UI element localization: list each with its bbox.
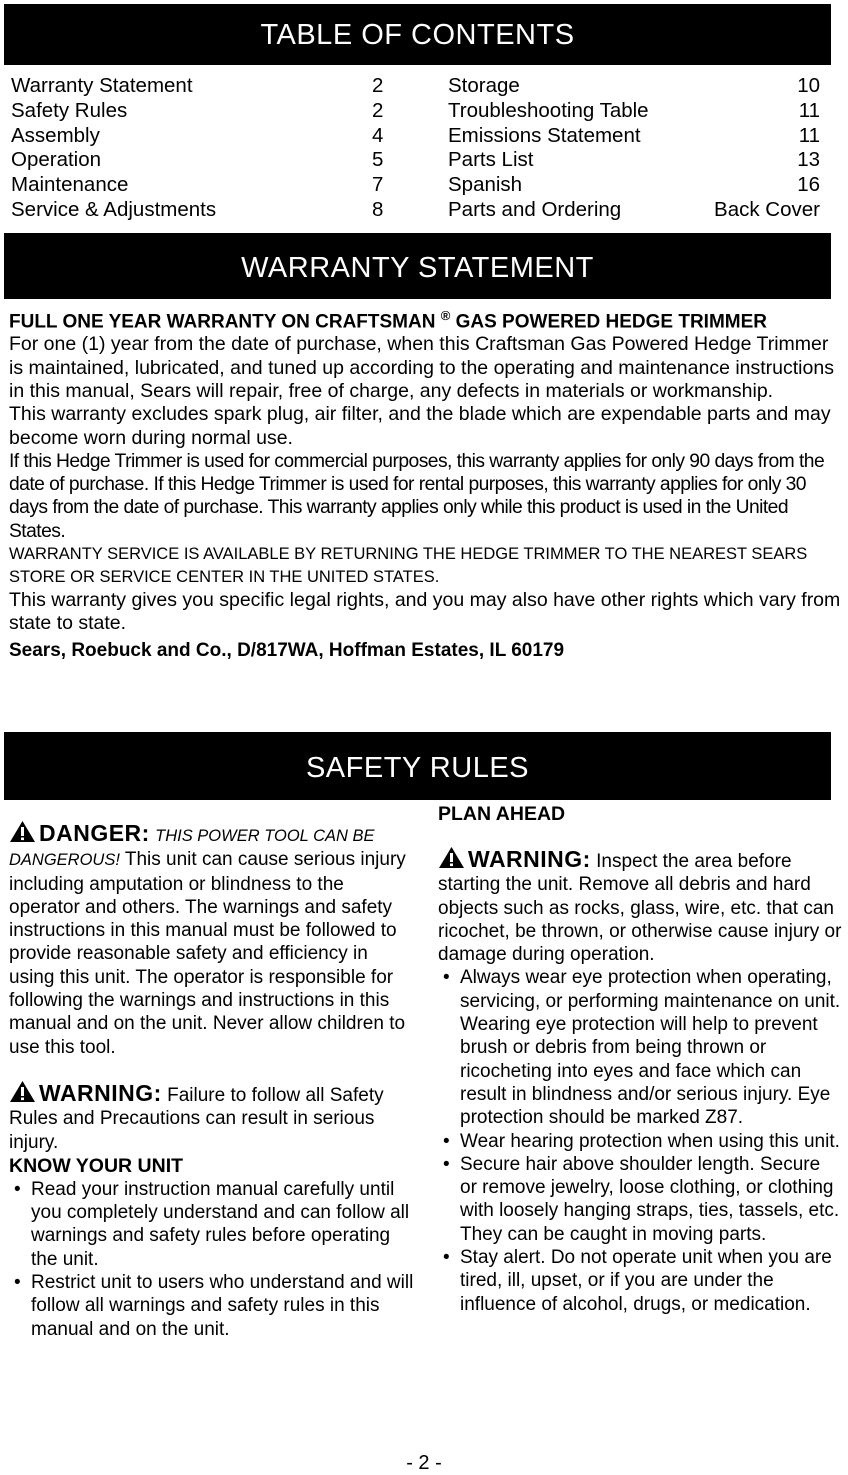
toc-entry-label: Troubleshooting Table	[448, 98, 649, 122]
toc-entry	[11, 173, 391, 198]
warning-notice-general	[9, 1080, 417, 1154]
warranty-paragraph-coverage: For one (1) year from the date of purchase, when this Craftsman Gas Powered Hedge Trimmer is maintained, lubricated, and tuned up according to the operating and maintenance instructions in this manual, Sears will repair, free of charge, any defects in materials or workmanship.	[9, 333, 834, 402]
list-item: • Secure hair above shoulder length. Secure or remove jewelry, loose clothing, or clothing with loosely hanging straps, ties, tassels, etc. They can be caught in moving parts.	[438, 1153, 842, 1246]
sears-address: Sears, Roebuck and Co., D/817WA, Hoffman Estates, IL 60179	[9, 639, 565, 661]
danger-label: DANGER:	[39, 820, 150, 846]
registered-mark: ®	[440, 308, 451, 323]
toc-entry-label: Parts and Ordering	[448, 197, 622, 221]
warranty-section	[9, 305, 847, 663]
know-your-unit-list	[9, 1178, 417, 1341]
safety-banner: SAFETY RULES	[4, 732, 831, 800]
warranty-paragraph-exclusions: This warranty excludes spark plug, air filter, and the blade which are expendable parts and may become worn during normal use.	[9, 403, 831, 449]
toc-entry	[448, 148, 822, 173]
toc-entry-label: Parts List	[448, 148, 534, 172]
toc-entry-label: Maintenance	[11, 173, 129, 197]
toc-entry-label: Spanish	[448, 173, 523, 197]
danger-notice	[9, 820, 417, 1059]
toc-entry-label: Safety Rules	[11, 98, 128, 122]
toc-entry	[448, 99, 822, 124]
page-number: - 2 -	[406, 1452, 442, 1474]
warning-notice-inspect	[438, 846, 842, 966]
toc-right-column	[448, 74, 822, 223]
warranty-heading-part1: FULL ONE YEAR WARRANTY ON CRAFTSMAN	[9, 311, 436, 333]
warranty-banner: WARRANTY STATEMENT	[4, 233, 831, 299]
toc-entry-page: 2	[372, 98, 384, 122]
safety-right-column	[438, 802, 842, 1316]
toc-entry	[11, 99, 391, 124]
toc-entry-label: Assembly	[11, 123, 100, 147]
plan-ahead-heading: PLAN AHEAD	[438, 803, 566, 825]
toc-entry-page: 11	[798, 98, 820, 122]
safety-left-column	[9, 820, 417, 1341]
toc-entry	[11, 74, 391, 99]
toc-entry-label: Warranty Statement	[11, 74, 193, 97]
warranty-service-notice: WARRANTY SERVICE IS AVAILABLE BY RETURNING THE HEDGE TRIMMER TO THE NEAREST SEARS STORE OR SERVICE CENTER IN THE UNITED STATES.	[9, 545, 808, 586]
toc-entry-page: 11	[798, 123, 820, 147]
toc-entry	[448, 74, 822, 99]
warning-triangle-icon	[9, 820, 36, 843]
toc-entry-label: Service & Adjustments	[11, 197, 217, 221]
warranty-paragraph-commercial: If this Hedge Trimmer is used for commercial purposes, this warranty applies for only 90 days from the date of purchase. If this Hedge Trimmer is used for rental purposes, this warranty applies for only 30 days from the date of purchase. This warranty applies only while this product is used in the United States.	[9, 450, 825, 542]
know-your-unit-heading: KNOW YOUR UNIT	[9, 1154, 184, 1177]
toc-entry-page: 8	[372, 197, 384, 221]
toc-entry-page: 13	[797, 148, 820, 172]
warranty-heading	[9, 305, 847, 333]
toc-entry-page: 16	[797, 173, 820, 197]
warning-label: WARNING:	[468, 846, 591, 872]
warranty-paragraph-rights: This warranty gives you specific legal rights, and you may also have other rights which vary from state to state.	[9, 589, 841, 635]
toc-entry	[11, 124, 391, 149]
toc-entry	[448, 173, 822, 198]
warranty-heading-part2: GAS POWERED HEDGE TRIMMER	[455, 311, 768, 333]
list-item: • Read your instruction manual carefully until you completely understand and can follow all warnings and safety rules before operating the unit.	[9, 1178, 417, 1271]
list-item: • Wear hearing protection when using this unit.	[438, 1130, 842, 1153]
toc-entry-page: 10	[797, 74, 820, 97]
list-item: • Always wear eye protection when operating, servicing, or performing maintenance on unit. Wearing eye protection will help to prevent brush or debris from being thrown or ricocheting into eyes and face which can result in blindness and/or serious injury. Eye protection should be marked Z87.	[438, 966, 842, 1129]
toc-entry-page: 5	[372, 148, 384, 172]
toc-banner: TABLE OF CONTENTS	[4, 4, 831, 65]
warning-text: Failure to follow all Safety Rules and Precautions can result in serious injury.	[9, 1084, 384, 1153]
toc-entry-page: Back Cover	[714, 197, 820, 221]
toc-entry-page: 2	[372, 74, 384, 97]
list-item: • Restrict unit to users who understand and will follow all warnings and safety rules in this manual and on the unit.	[9, 1271, 417, 1341]
toc-entry	[11, 198, 391, 223]
toc-entry	[448, 124, 822, 149]
warning-label: WARNING:	[39, 1079, 162, 1106]
toc-entry	[448, 198, 822, 223]
toc-left-column	[11, 74, 391, 223]
warning-triangle-icon	[9, 1080, 36, 1103]
toc-entry-label: Operation	[11, 148, 102, 172]
list-item: • Stay alert. Do not operate unit when you are tired, ill, upset, or if you are under the influence of alcohol, drugs, or medication.	[438, 1246, 842, 1316]
danger-text: This unit can cause serious injury including amputation or blindness to the operator and others. The warnings and safety instructions in this manual must be followed to provide reasonable safety and efficiency in using this unit. The operator is responsible for following the warnings and instructions in this manual and on the unit. Never allow children to use this tool.	[9, 849, 406, 1058]
warning-text: Inspect the area before starting the unit. Remove all debris and hard objects such as rocks, glass, wire, etc. that can ricochet, be thrown, or otherwise cause injury or damage during operation.	[438, 851, 842, 966]
danger-emphasis: THIS POWER TOOL CAN BE DANGEROUS!	[9, 827, 375, 870]
plan-ahead-list	[438, 966, 842, 1315]
toc-entry-label: Emissions Statement	[448, 123, 641, 147]
toc-entry-page: 7	[372, 173, 384, 197]
toc-entry-label: Storage	[448, 74, 520, 97]
warning-triangle-icon	[438, 846, 465, 869]
toc-entry-page: 4	[372, 123, 384, 147]
toc-entry	[11, 148, 391, 173]
